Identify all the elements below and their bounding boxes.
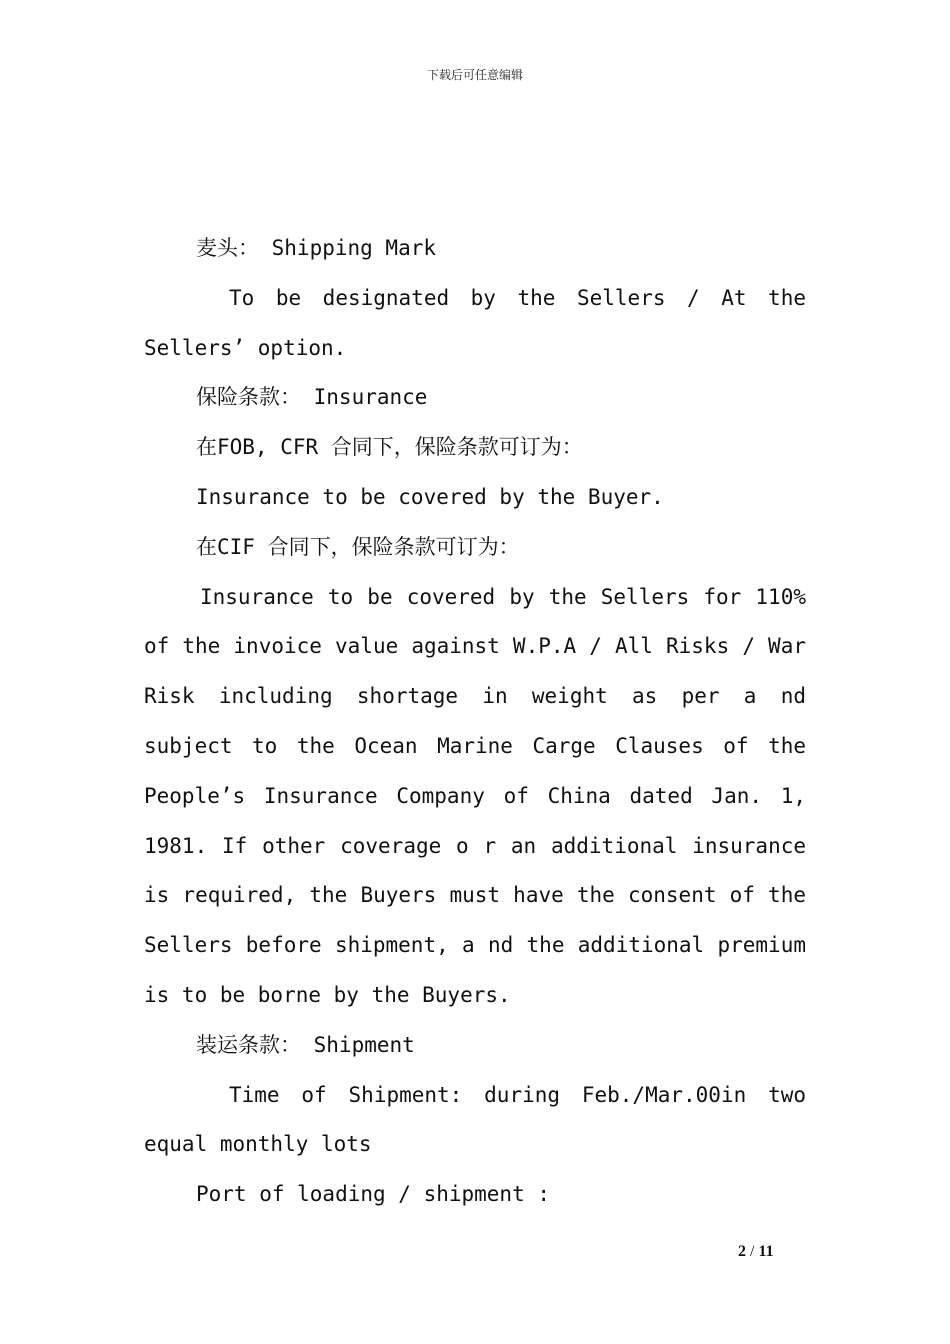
fob-cfr-intro: 在FOB, CFR 合同下，保险条款可订为： <box>196 435 583 460</box>
cif-insurance-clause: Insurance to be covered by the Sellers for 110% of the invoice value against W.P.A / All Risks / War Risk including shortage in weight as per a nd subject to the Ocean Marine Carge Clauses of the People’s Insurance Company of China dated Jan. 1, 1981. If other coverage o r an additional insurance is required, the Buyers must have the consent of the Sellers before shipment, a nd the additional premium is to be borne by the Buyers. <box>144 584 806 1007</box>
insurance-heading: 保险条款： Insurance <box>196 385 428 410</box>
page-number <box>738 1243 774 1261</box>
document-body <box>144 224 806 1220</box>
shipping-mark-text: To be designated by the Sellers / At the Sellers’ option. <box>144 285 806 360</box>
page-header-note: 下载后可任意编辑 <box>426 68 523 82</box>
shipment-heading: 装运条款： Shipment <box>196 1032 415 1057</box>
port-of-loading-text: Port of loading / shipment : <box>196 1182 551 1207</box>
fob-insurance-clause: Insurance to be covered by the Buyer. <box>196 484 664 509</box>
cif-intro: 在CIF 合同下，保险条款可订为： <box>196 534 520 559</box>
shipping-mark-heading: 麦头： Shipping Mark <box>196 236 437 260</box>
total-pages-number: 11 <box>758 1243 774 1260</box>
current-page-number: 2 <box>738 1243 746 1260</box>
page-separator: / <box>746 1243 759 1260</box>
shipment-time-text: Time of Shipment: during Feb./Mar.00in two equal monthly lots <box>144 1082 806 1157</box>
